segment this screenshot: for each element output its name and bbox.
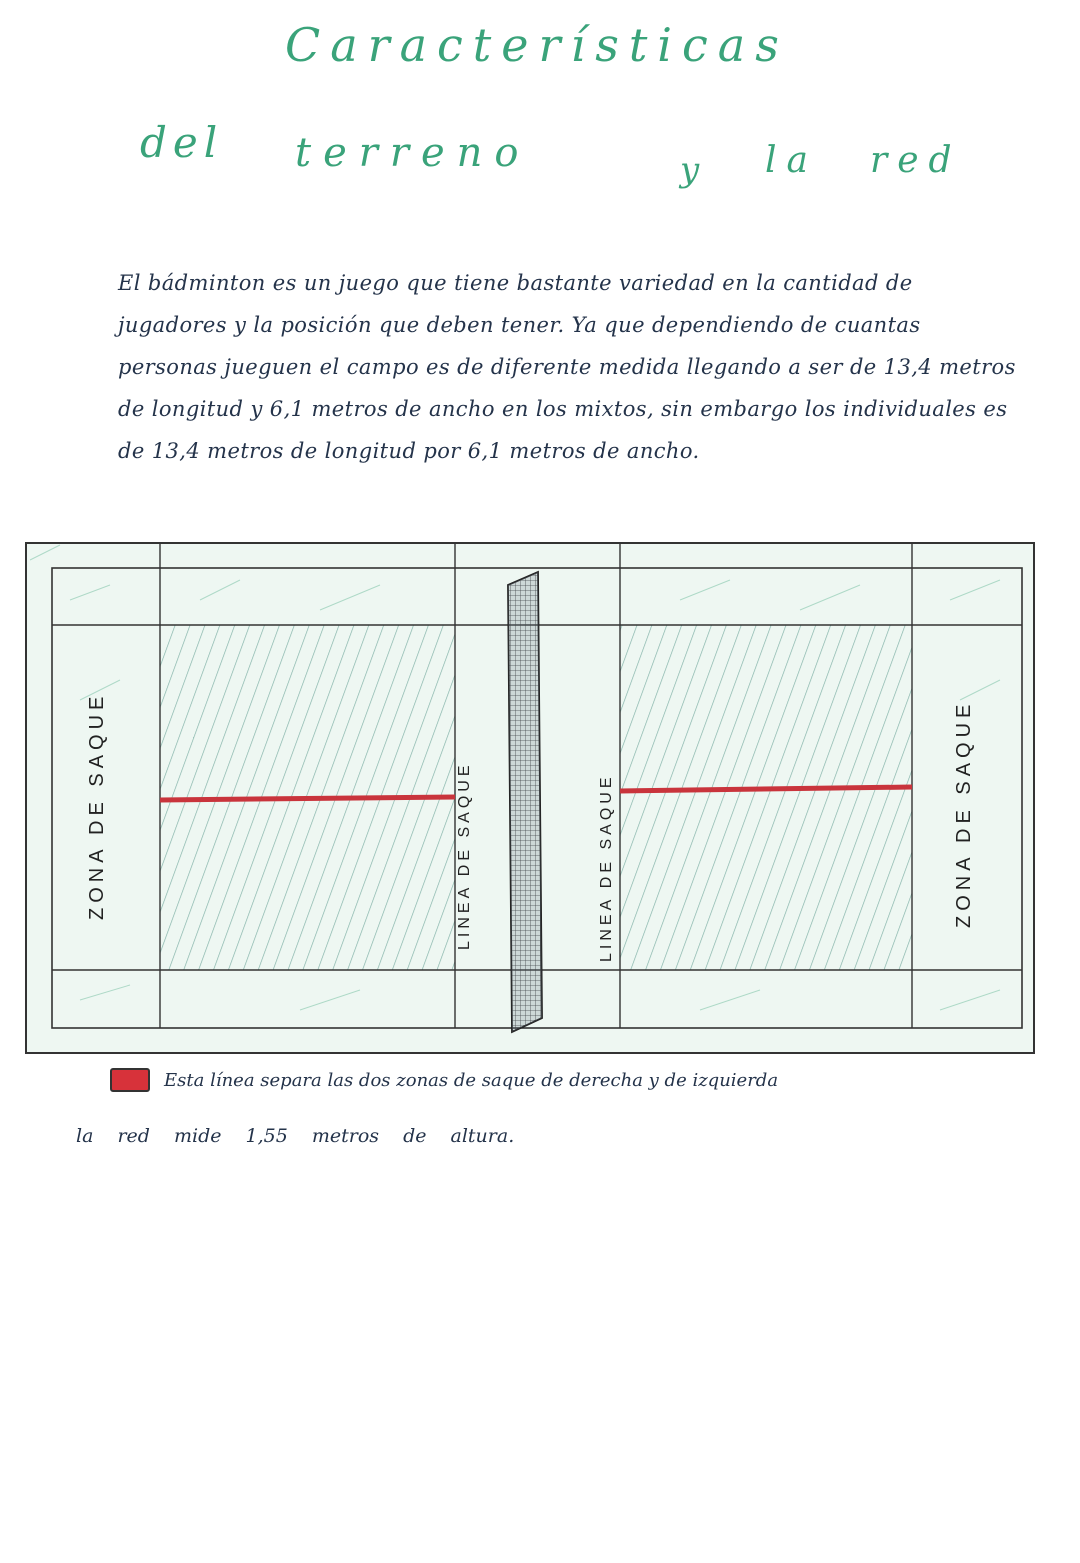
title-word-la: la bbox=[765, 140, 818, 181]
legend-red-swatch bbox=[110, 1068, 150, 1092]
description-paragraph: El bádminton es un juego que tiene bastante variedad en la cantidad de jugadores y la posición que deben tener. Ya que dependiendo de cuantas personas jueguen el campo es de diferente medida llegando a ser de 13,4 metros de longitud y 6,1 metros de ancho en los mixtos, sin embargo los individuales es de 13,4 metros de longitud por 6,1 metros de ancho. bbox=[118, 271, 1016, 463]
title-word-del: del bbox=[140, 118, 224, 167]
left-center-line bbox=[160, 797, 455, 800]
title-word-terreno: terreno bbox=[295, 130, 531, 176]
left-line-label: LINEA DE SAQUE bbox=[456, 761, 473, 950]
right-service-hatch bbox=[620, 625, 912, 970]
right-line-label: LINEA DE SAQUE bbox=[598, 773, 615, 962]
legend bbox=[110, 1068, 778, 1092]
legend-text: Esta línea separa las dos zonas de saque de derecha y de izquierda bbox=[164, 1069, 779, 1091]
net-shade bbox=[508, 572, 542, 1032]
net-height-note: la red mide 1,55 metros de altura. bbox=[76, 1125, 515, 1147]
title-line-1: Características bbox=[285, 18, 789, 72]
left-zone-label: ZONA DE SAQUE bbox=[86, 691, 108, 920]
title-word-y: y bbox=[680, 150, 710, 190]
right-zone-label: ZONA DE SAQUE bbox=[953, 699, 975, 928]
title-word-red: red bbox=[870, 140, 962, 181]
